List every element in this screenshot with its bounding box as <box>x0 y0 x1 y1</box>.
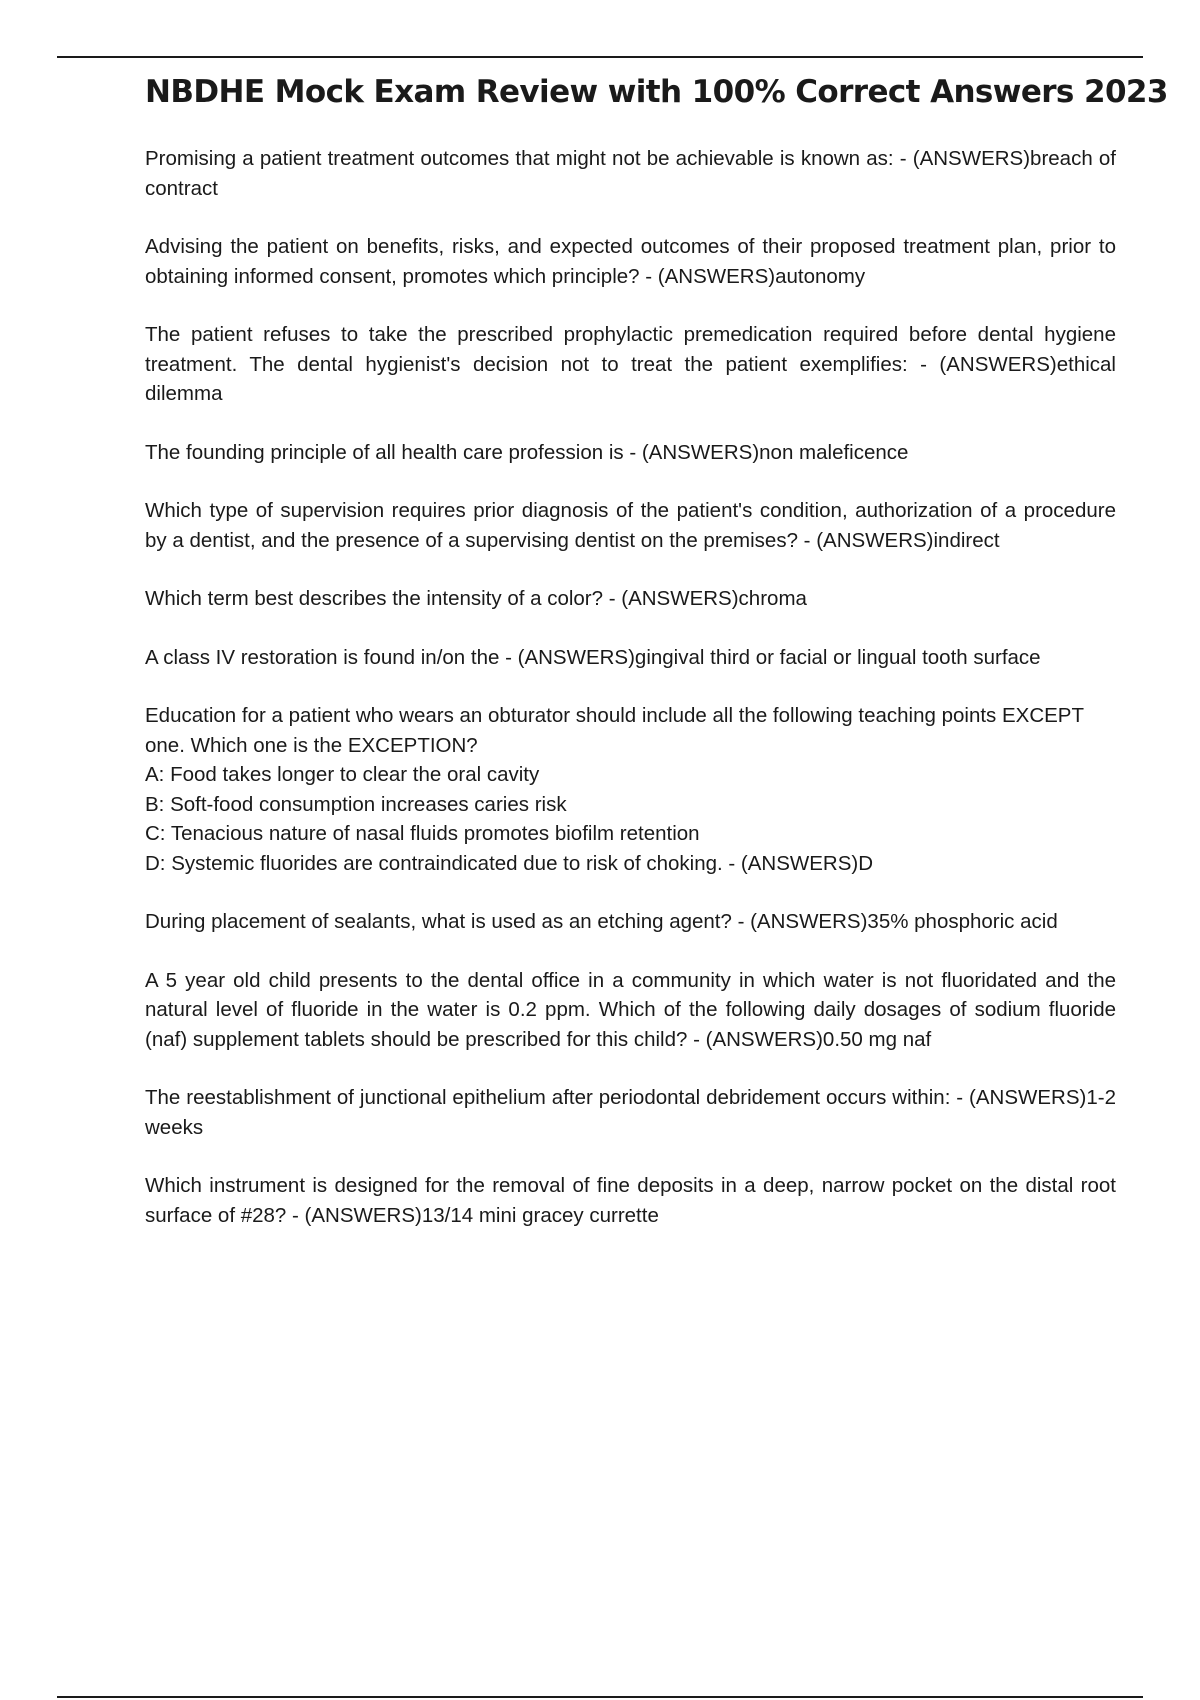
answer-option: B: Soft-food consumption increases caries risk <box>145 792 567 816</box>
qa-item: Advising the patient on benefits, risks, and expected outcomes of their proposed treatment plan, prior to obtaining informed consent, promotes which principle? - (ANSWERS)autonomy <box>145 235 1116 288</box>
answer-option: A: Food takes longer to clear the oral cavity <box>145 763 540 786</box>
qa-item: Promising a patient treatment outcomes that might not be achievable is known as: - (ANSWERS)breach of contract <box>145 147 1116 200</box>
document-body <box>145 72 1168 1259</box>
qa-item: The reestablishment of junctional epithelium after periodontal debridement occurs within: - (ANSWERS)1-2 weeks <box>145 1086 1116 1139</box>
qa-item: A class IV restoration is found in/on the - (ANSWERS)gingival third or facial or lingual tooth surface <box>145 645 1041 669</box>
qa-item: The patient refuses to take the prescribed prophylactic premedication required before dental hygiene treatment. The dental hygienist's decision not to treat the patient exemplifies: - (ANSWERS)ethical dilemma <box>145 323 1116 405</box>
qa-item: Which term best describes the intensity of a color? - (ANSWERS)chroma <box>145 587 807 610</box>
top-rule <box>57 56 1143 58</box>
qa-item: Which instrument is designed for the removal of fine deposits in a deep, narrow pocket on the distal root surface of #28? - (ANSWERS)13/14 mini gracey currette <box>145 1174 1116 1227</box>
answer-option: D: Systemic fluorides are contraindicated due to risk of choking. - (ANSWERS)D <box>145 851 874 875</box>
qa-item: The founding principle of all health care profession is - (ANSWERS)non maleficence <box>145 440 909 464</box>
question-text: Education for a patient who wears an obturator should include all the following teaching points EXCEPT one. Which one is the EXCEPTION? <box>145 704 1084 757</box>
document-title: NBDHE Mock Exam Review with 100% Correct Answers 2023 <box>145 74 1168 110</box>
qa-item: During placement of sealants, what is used as an etching agent? - (ANSWERS)35% phosphoric acid <box>145 910 1058 933</box>
bottom-rule <box>57 1696 1143 1698</box>
answer-option: C: Tenacious nature of nasal fluids promotes biofilm retention <box>145 822 700 845</box>
qa-item-multiple-choice <box>145 701 1116 878</box>
qa-item: A 5 year old child presents to the dental office in a community in which water is not fluoridated and the natural level of fluoride in the water is 0.2 ppm. Which of the following daily dosages of sodium fluoride (naf) supplement tablets should be prescribed for this child? - (ANSWERS)0.50 mg naf <box>145 968 1116 1051</box>
qa-item: Which type of supervision requires prior diagnosis of the patient's condition, authorization of a procedure by a dentist, and the presence of a supervising dentist on the premises? - (ANSWERS)indirect <box>145 499 1116 552</box>
